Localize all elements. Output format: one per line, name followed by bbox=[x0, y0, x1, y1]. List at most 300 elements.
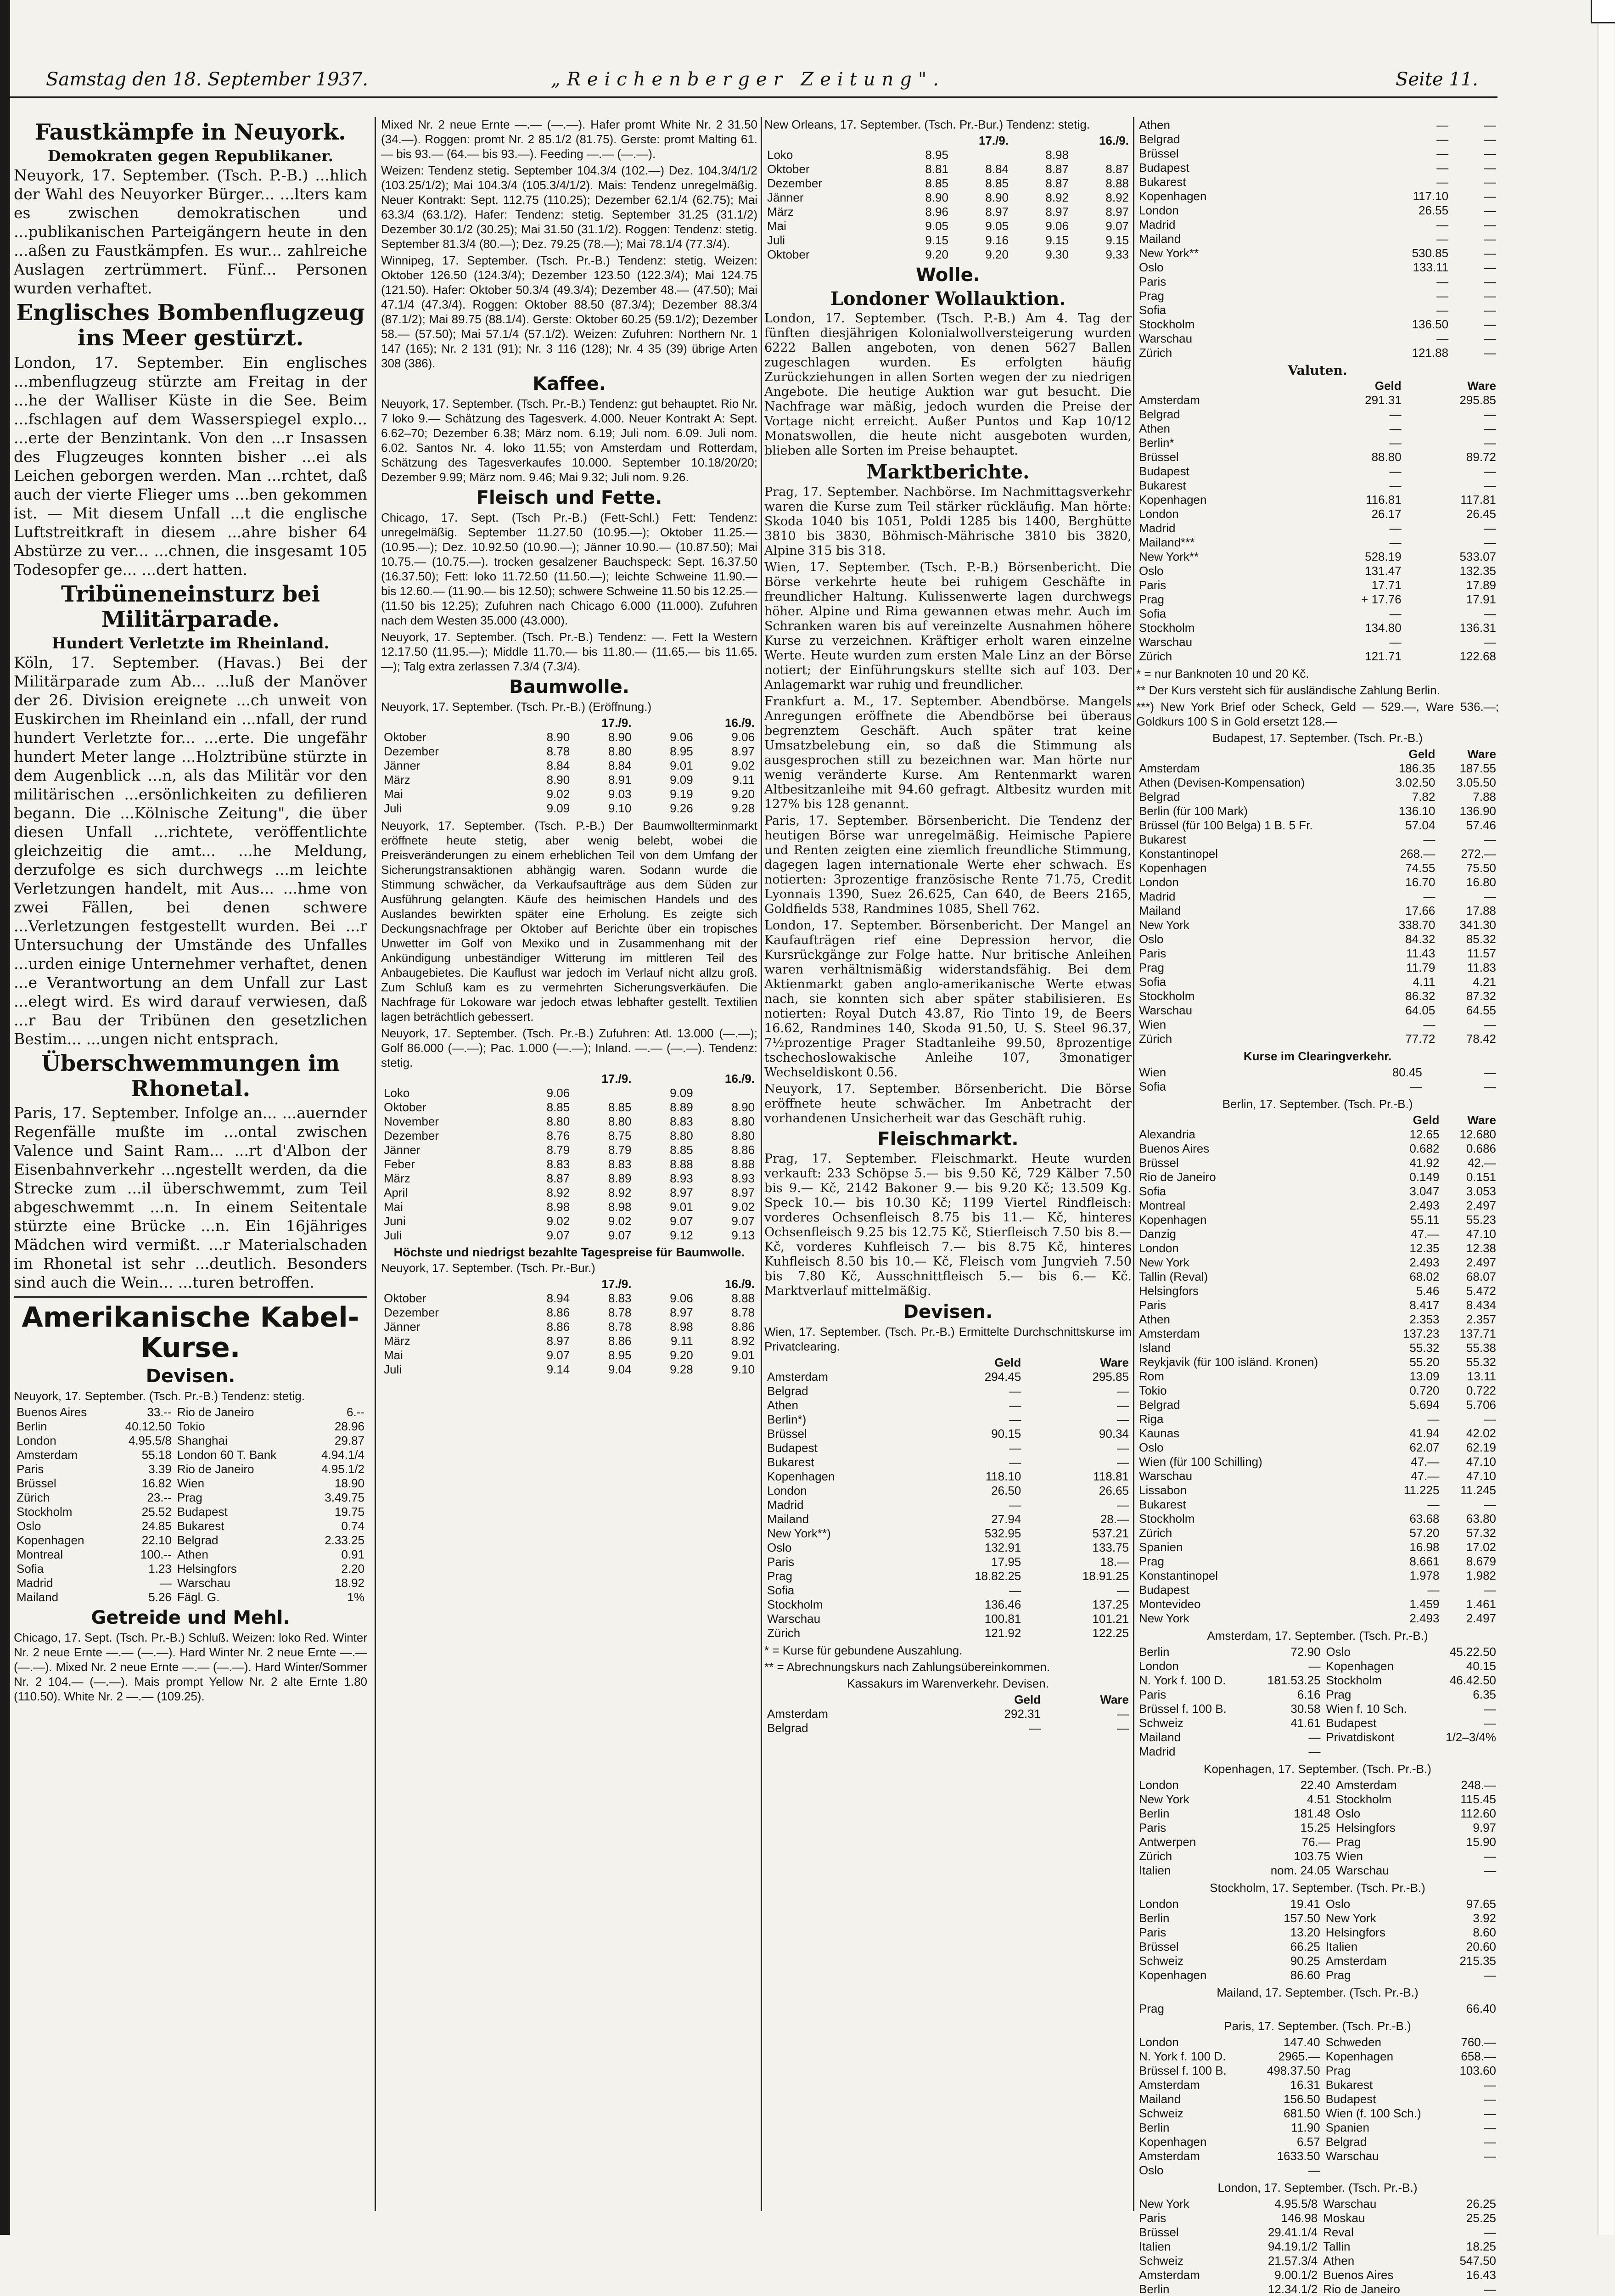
table-cell: 9.07 bbox=[546, 1348, 570, 1362]
table-cell: — bbox=[1117, 1441, 1129, 1455]
table-cell: 8.85 bbox=[670, 1143, 693, 1157]
table-cell: 2.493 bbox=[1409, 1611, 1440, 1625]
table-cell: 26.25 bbox=[1466, 2197, 1496, 2211]
table-cell: 9.06 bbox=[546, 1086, 570, 1100]
table-row bbox=[764, 1498, 1132, 1512]
report-header: Berlin, 17. September. (Tsch. Pr.-B.) bbox=[1222, 1097, 1413, 1111]
table-cell: Oslo bbox=[1139, 564, 1164, 578]
table-cell: London bbox=[1139, 1659, 1179, 1673]
table-row bbox=[1136, 450, 1499, 464]
table-cell: 28.— bbox=[1100, 1512, 1129, 1526]
table-cell: 8.90 bbox=[925, 191, 949, 204]
table-cell: Madrid bbox=[1139, 521, 1176, 535]
table-cell: Helsingfors bbox=[1335, 1821, 1396, 1835]
rates-table bbox=[1136, 1113, 1499, 1626]
table-row bbox=[1136, 1863, 1499, 1878]
table-cell: 3.053 bbox=[1466, 1184, 1496, 1198]
table-cell: 133.11 bbox=[1413, 260, 1449, 274]
table-row bbox=[1136, 946, 1499, 961]
table-row bbox=[764, 191, 1132, 205]
header-rule bbox=[10, 96, 1497, 98]
col-header: Geld bbox=[1408, 747, 1436, 761]
table-row bbox=[381, 744, 757, 759]
table-row bbox=[1136, 1806, 1499, 1821]
table-row bbox=[1136, 1968, 1499, 1982]
table-cell: 8.95 bbox=[670, 744, 693, 758]
table-row bbox=[1136, 1745, 1499, 1759]
table-cell: März bbox=[384, 1171, 410, 1185]
table-cell: Brüssel bbox=[767, 1427, 807, 1441]
table-cell: 8.80 bbox=[546, 1114, 570, 1128]
table-cell: Oslo bbox=[1139, 1441, 1164, 1454]
scan-right-edge bbox=[1598, 0, 1614, 2235]
col-header: Ware bbox=[1100, 1356, 1129, 1370]
table-cell: Bukarest bbox=[1325, 2078, 1373, 2092]
table-cell: 9.28 bbox=[670, 1362, 693, 1376]
table-cell: 1.982 bbox=[1466, 1569, 1496, 1582]
table-cell: — bbox=[1436, 303, 1449, 317]
table-cell: 8.78 bbox=[546, 744, 570, 758]
table-cell: N. York f. 100 D. bbox=[1139, 1673, 1226, 1687]
table-cell: 90.15 bbox=[991, 1427, 1021, 1441]
table-row bbox=[1136, 303, 1499, 317]
report-body: Winnipeg, 17. September. (Tsch. Pr.-B.) Tendenz: stetig. Weizen: Oktober 126.50 (124.3/4); Dezember 123.50 (122.3/4); Mai 124.75 (121.50). Hafer: Oktober 50.3/4 (49.3/4); Dezember 48.— (47.50); Mai 47.1/4 (47.3/4). Roggen: Oktober 88.50 (87.3/4); Dezember 88.3/4 (87.1/2); Mai 89.75 (88.1/4). Gerste: Oktober 60.25 (59.1/2); Dezember 58.— (57.50); Mai 57.1/4 (57.1/2). Weizen: Zufuhren: Northern Nr. 1 147 (165); Nr. 2 131 (91); Nr. 3 116 (128); Nr. 4 35 (39) übrige Arten 308 (386). bbox=[381, 253, 757, 370]
table-cell: Paris bbox=[1139, 1925, 1166, 1939]
table-cell: 122.68 bbox=[1459, 649, 1496, 663]
table-row bbox=[1136, 246, 1499, 260]
table-cell: 11.90 bbox=[1291, 2121, 1320, 2134]
table-cell: Oslo bbox=[17, 1519, 41, 1533]
table-row bbox=[1136, 464, 1499, 478]
table-row bbox=[1136, 1778, 1499, 1792]
table-cell: 1.461 bbox=[1466, 1597, 1496, 1611]
section-title: Devisen. bbox=[903, 1301, 993, 1323]
table-cell: — bbox=[1484, 607, 1496, 620]
table-row bbox=[764, 1526, 1132, 1541]
table-cell: — bbox=[1484, 1412, 1496, 1426]
table-cell: 9.20 bbox=[670, 1348, 693, 1362]
article-title: Englisches Bombenflugzeug ins Meer gestürzt. bbox=[16, 300, 365, 351]
table-cell: 8.97 bbox=[731, 744, 755, 758]
table-cell: 8.86 bbox=[546, 1306, 570, 1319]
table-cell: 1633.50 bbox=[1277, 2149, 1320, 2163]
table-cell: Mailand bbox=[1139, 1730, 1181, 1744]
table-title: Kassakurs im Warenverkehr. Devisen. bbox=[847, 1677, 1049, 1691]
table-cell: 19.75 bbox=[334, 1505, 364, 1519]
table-row bbox=[1136, 776, 1499, 790]
table-cell: 9.11 bbox=[732, 773, 755, 787]
table-row bbox=[14, 1405, 367, 1419]
table-row bbox=[764, 1541, 1132, 1555]
table-cell: Brüssel bbox=[1139, 146, 1179, 160]
table-cell: N. York f. 100 D. bbox=[1139, 2049, 1226, 2063]
table-row bbox=[381, 1186, 757, 1200]
table-cell: 103.60 bbox=[1459, 2064, 1496, 2077]
table-row bbox=[1136, 804, 1499, 818]
report-header: Wien, 17. September. (Tsch. Pr.-B.) Ermittelte Durchschnittskurse im Privatclearing. bbox=[764, 1325, 1132, 1354]
table-cell: Kopenhagen bbox=[1139, 2135, 1207, 2149]
table-cell: 9.07 bbox=[546, 1228, 570, 1242]
table-cell: Amsterdam bbox=[1335, 1778, 1397, 1792]
table-cell: 530.85 bbox=[1412, 246, 1449, 260]
table-cell: 18.90 bbox=[334, 1476, 364, 1491]
table-row bbox=[1136, 260, 1499, 275]
table-row bbox=[1136, 161, 1499, 175]
table-cell: 9.03 bbox=[608, 787, 632, 801]
table-cell: Belgrad bbox=[1139, 407, 1180, 421]
table-row bbox=[1136, 989, 1499, 1003]
report-body: Chicago, 17. Sept. (Tsch Pr.-B.) (Fett-Schl.) Fett: Tendenz: unregelmäßig. September 11.27.50 (10.95.—); Oktober 11.25.— (10.95.—); Dez. 10.92.50 (10.90.—); Jänner 10.90.— (10.87.50); Mai 10.75.— (10.75.—). trocken gesalzener Bauchspeck: Sept. 16.37.50 (16.37.50); Fett: loko 11.72.50 (11.50.—); leichte Schweine 11.90.— bis 12.60.— (11.90.— bis 12.50); schwere Schweine 11.50 bis 12.25.— (11.50 bis 12.25); Zufuhren nach Chicago 6.000 (11.000). Zufuhren nach dem Westen 35.000 (43.000). bbox=[381, 511, 757, 627]
report-body: Wien, 17. September. (Tsch. P.-B.) Börsenbericht. Die Börse verkehrte heute bei ruhigem Geschäfte in freundlicher Haltung. Kulissenwerte lagen durchwegs höher. Alpine und Rima gewannen etwas mehr. Auch im Schranken waren bis auf vereinzelte Ausnahmen höhere Kurse zu verzeichnen. Kräftiger erholt waren einzelne Werte. Heute wurden zum ersten Male Linz an der Börse notiert; der Einführungskurs stellte sich auf 103. Der Anlagemarkt war ruhig und freundlicher. bbox=[764, 560, 1132, 692]
header-newspaper-name: „Reichenberger Zeitung". bbox=[551, 69, 945, 90]
table-cell: Brüssel f. 100 B. bbox=[1139, 1702, 1227, 1716]
table-row bbox=[1136, 493, 1499, 507]
table-row bbox=[1136, 422, 1499, 436]
table-cell: — bbox=[1484, 2225, 1496, 2239]
article-body: London, 17. September. Ein englisches ...mbenflugzeug stürzte am Freitag in der ...he der Walliser Küste in die See. Beim ...fschlagen auf dem Wasserspiegel explo... ...erte der Benzintank. Von den ...r Insassen des Flugzeuges konnten bisher ...ei als Leichen geborgen werden. Man ...rchtet, daß auch der vierte Flieger ums ...ben gekommen ist. — Mit diesem Unfall ...t die englische Luftstreitkraft in diesem ...ahre bisher 64 Abstürze zu ver... ...chnen, die insgesamt 105 Todesopfer ge... ...dert hatten. bbox=[14, 353, 367, 579]
table-cell: Oktober bbox=[384, 1291, 426, 1305]
table-cell: — bbox=[1484, 332, 1496, 345]
table-cell: 17.95 bbox=[991, 1555, 1021, 1569]
table-cell: — bbox=[1484, 2149, 1496, 2163]
table-cell: 8.87 bbox=[1045, 162, 1069, 176]
table-cell: 0.149 bbox=[1409, 1170, 1440, 1184]
table-row bbox=[1136, 2211, 1499, 2225]
rates-table bbox=[1136, 2035, 1499, 2178]
table-row bbox=[764, 1707, 1132, 1721]
table-cell: — bbox=[1117, 1412, 1129, 1427]
table-row bbox=[1136, 2002, 1499, 2016]
table-cell: 658.— bbox=[1461, 2049, 1496, 2063]
rates-table bbox=[1136, 747, 1499, 1046]
table-row bbox=[1136, 521, 1499, 535]
table-cell: 16.80 bbox=[1466, 875, 1496, 889]
table-cell: Konstantinopel bbox=[1139, 1569, 1218, 1582]
table-cell: Dezember bbox=[384, 1129, 439, 1142]
table-cell: 8.93 bbox=[670, 1171, 693, 1185]
table-cell: — bbox=[1484, 464, 1496, 478]
table-cell: 8.97 bbox=[546, 1334, 570, 1348]
table-cell: Shanghai bbox=[177, 1434, 228, 1448]
table-cell: — bbox=[1117, 1721, 1129, 1735]
table-cell: 2.497 bbox=[1466, 1199, 1496, 1212]
table-cell: 8.95 bbox=[925, 148, 949, 162]
table-cell: 74.55 bbox=[1405, 861, 1436, 875]
table-cell: London bbox=[767, 1484, 807, 1498]
cotton-table bbox=[381, 716, 757, 816]
table-cell: Berlin bbox=[1139, 2121, 1170, 2134]
table-cell: — bbox=[1436, 132, 1449, 146]
table-cell: — bbox=[1484, 478, 1496, 492]
table-cell: — bbox=[1484, 422, 1496, 435]
table-row bbox=[1136, 1412, 1499, 1426]
table-cell: — bbox=[1484, 521, 1496, 535]
table-cell: London bbox=[1139, 2035, 1179, 2049]
table-cell: 112.60 bbox=[1460, 1806, 1496, 1820]
table-cell: — bbox=[1389, 422, 1402, 435]
table-row bbox=[1136, 1483, 1499, 1497]
table-cell: 55.20 bbox=[1409, 1355, 1440, 1369]
table-row bbox=[1136, 1032, 1499, 1046]
table-cell: — bbox=[1117, 1498, 1129, 1512]
table-cell: Paris bbox=[1139, 275, 1166, 288]
table-cell: Madrid bbox=[1139, 889, 1176, 903]
table-cell: Oslo bbox=[1335, 1806, 1361, 1820]
table-row bbox=[1136, 346, 1499, 360]
table-cell: — bbox=[1436, 232, 1449, 246]
report-header: Neuyork, 17. September. (Tsch. Pr.-B.) Tendenz: stetig. bbox=[14, 1389, 305, 1403]
table-cell: 18.82.25 bbox=[975, 1569, 1021, 1583]
section-title: Fleischmarkt. bbox=[877, 1129, 1019, 1150]
report-body: London, 17. September. (Tsch. P.-B.) Am 4. Tag der fünften diesjährigen Kolonialwollversteigerung wurden 6222 Ballen angeboten, von denen 5627 Ballen zugeschlagen wurden. Es erfolgten häufig Zurückziehungen in allen Sorten wegen der zu niedrigen Angebote. Die heutige Auktion war gut besucht. Die Nachfrage war mäßig, jedoch wurden die Preise der Vortage nicht erreicht. Außer Puntos und Kap 10/12 Monatswollen, die heute nicht ausgeboten wurden, blieben alle Sorten im Preise behauptet. bbox=[764, 311, 1132, 458]
table-cell: 29.41.1/4 bbox=[1267, 2225, 1318, 2239]
table-cell: — bbox=[1389, 464, 1402, 478]
table-cell: 8.92 bbox=[608, 1186, 632, 1199]
section-title: Fleisch und Fette. bbox=[476, 487, 662, 508]
table-cell: Warschau bbox=[1139, 1003, 1193, 1017]
report-body: Frankfurt a. M., 17. September. Abendbörse. Mangels Anregungen eröffnete die Abendbörse bei überaus begrenztem Geschäft. Auch später trat keine Umsatzbelebung ein, so daß die Stimmung als ausgesprochen still zu bezeichnen war. Man hörte nur wenig veränderte Kurse. Am Rentenmarkt waren Altbesitzanleihe mit 94.60 gefragt. Altbesitz wurden mit 127% bis 128 genannt. bbox=[764, 694, 1132, 812]
article-subtitle: Hundert Verletzte im Rheinland. bbox=[52, 634, 329, 652]
table-cell: Bukarest bbox=[767, 1455, 814, 1469]
table-cell: Bukarest bbox=[1139, 1497, 1186, 1511]
table-row bbox=[381, 1291, 757, 1306]
table-cell: Belgrad bbox=[1325, 2135, 1367, 2149]
table-cell: Belgrad bbox=[177, 1533, 219, 1548]
table-cell: 8.97 bbox=[985, 205, 1009, 219]
report-body: London, 17. September. Börsenbericht. Der Mangel an Kaufaufträgen rief eine Depression hervor, die Kursrückgänge zur Folge hatte. Nur britische Anleihen waren verhältnismäßig widerstandsfähig. Bei dem Aktienmarkt gaben anglo-amerikanische Werte etwas nach, sie konnten sich aber später stabilisieren. Es notierten: Royal Dutch 43.87, Rio Tinto 19, de Beers 16.62, Randmines 140, Skoda 91.50, U. S. Steel 96.37, 7½prozentige Prager Stadtanleihe 99.50, 8prozentige tschechoslowakische Anleihe 107, 3monatiger Wechseldiskont 0.56. bbox=[764, 918, 1132, 1080]
table-cell: 41.94 bbox=[1409, 1426, 1440, 1440]
table-cell: Montreal bbox=[17, 1548, 63, 1562]
table-cell: 8.78 bbox=[608, 1320, 632, 1334]
table-cell: 8.75 bbox=[608, 1129, 632, 1142]
table-cell: 9.02 bbox=[731, 1200, 755, 1214]
table-cell: Zürich bbox=[1139, 1849, 1172, 1863]
table-cell: 11.43 bbox=[1406, 946, 1436, 960]
table-row bbox=[381, 1228, 757, 1243]
table-cell: 26.65 bbox=[1099, 1484, 1129, 1498]
table-cell: 18.25 bbox=[1466, 2240, 1496, 2253]
table-cell bbox=[1071, 148, 1132, 162]
table-row bbox=[1136, 1659, 1499, 1673]
table-cell: 8.97 bbox=[731, 1186, 755, 1199]
table-cell: 9.15 bbox=[1105, 233, 1129, 247]
table-title: Valuten. bbox=[1288, 363, 1347, 378]
table-cell: Helsingfors bbox=[1139, 1284, 1199, 1298]
table-row bbox=[1136, 2163, 1499, 2178]
table-cell: 18.— bbox=[1100, 1555, 1129, 1569]
report-header: Stockholm, 17. September. (Tsch. Pr.-B.) bbox=[1210, 1881, 1425, 1895]
table-cell: Oktober bbox=[384, 1100, 426, 1114]
table-cell: 3.39 bbox=[148, 1462, 172, 1476]
table-cell: 8.80 bbox=[670, 1129, 693, 1142]
table-cell: März bbox=[384, 1334, 410, 1348]
table-cell: — bbox=[1009, 1441, 1021, 1455]
table-cell: Privatdiskont bbox=[1326, 1730, 1395, 1744]
table-cell: — bbox=[1484, 289, 1496, 303]
table-cell: 78.42 bbox=[1466, 1032, 1496, 1046]
table-cell: 77.72 bbox=[1405, 1032, 1436, 1046]
table-cell: 8.78 bbox=[608, 1306, 632, 1319]
table-row bbox=[1136, 1384, 1499, 1398]
table-cell: Belgrad bbox=[1139, 1398, 1180, 1412]
table-cell: 9.16 bbox=[985, 233, 1009, 247]
table-cell: Budapest bbox=[1325, 2092, 1376, 2106]
table-row bbox=[14, 1533, 367, 1548]
table-row bbox=[1136, 1327, 1499, 1341]
table-cell: — bbox=[1484, 535, 1496, 549]
table-cell: 68.07 bbox=[1466, 1270, 1496, 1283]
table-cell: 8.87 bbox=[1045, 176, 1069, 190]
column-rule bbox=[1133, 117, 1134, 2211]
table-cell: 13.09 bbox=[1409, 1369, 1440, 1383]
table-cell: Warschau bbox=[1139, 1469, 1193, 1483]
table-cell: Berlin bbox=[1139, 1645, 1170, 1659]
table-cell: 2.497 bbox=[1466, 1611, 1496, 1625]
report-header: Budapest, 17. September. (Tsch. Pr.-B.) bbox=[1212, 731, 1423, 745]
table-row bbox=[1136, 1583, 1499, 1597]
table-cell: 75.50 bbox=[1466, 861, 1496, 875]
table-cell: 9.06 bbox=[670, 730, 693, 744]
table-row bbox=[1136, 1792, 1499, 1806]
table-cell: 5.26 bbox=[148, 1590, 172, 1604]
table-row bbox=[1136, 2092, 1499, 2106]
table-cell: — bbox=[1009, 1412, 1021, 1427]
table-cell: Alexandria bbox=[1139, 1127, 1195, 1141]
page-header bbox=[46, 69, 1478, 96]
table-row bbox=[1136, 1821, 1499, 1835]
table-row bbox=[1136, 761, 1499, 776]
table-row bbox=[14, 1519, 367, 1533]
table-row bbox=[1136, 218, 1499, 232]
table-cell: 533.07 bbox=[1459, 550, 1496, 563]
table-row bbox=[1136, 1673, 1499, 1688]
table-cell: — bbox=[1484, 1716, 1496, 1730]
table-cell: 42.02 bbox=[1466, 1426, 1496, 1440]
table-cell: Mailand bbox=[1139, 2092, 1181, 2106]
table-cell: Prag bbox=[177, 1491, 202, 1505]
table-row bbox=[764, 248, 1132, 262]
table-cell: 89.72 bbox=[1466, 450, 1496, 464]
table-cell: — bbox=[1389, 407, 1402, 421]
table-cell: 9.26 bbox=[670, 801, 693, 815]
table-cell: 294.45 bbox=[984, 1370, 1021, 1384]
table-cell: — bbox=[1484, 889, 1496, 903]
table-cell: 146.98 bbox=[1281, 2211, 1318, 2225]
table-cell: 103.75 bbox=[1294, 1849, 1330, 1863]
table-cell: Stockholm bbox=[1139, 317, 1195, 331]
rates-table bbox=[1136, 118, 1499, 360]
table-cell: — bbox=[1117, 1707, 1129, 1721]
section-title: Baumwolle. bbox=[509, 676, 629, 698]
table-cell: Juni bbox=[384, 1214, 406, 1228]
table-cell: Warschau bbox=[1139, 635, 1193, 649]
table-cell: Amsterdam bbox=[1139, 2149, 1200, 2163]
table-cell: New York bbox=[1139, 1611, 1189, 1625]
report-header: New Orleans, 17. September. (Tsch. Pr.-Bur.) Tendenz: stetig. bbox=[764, 118, 1090, 131]
table-cell: — bbox=[1484, 2092, 1496, 2106]
table-cell: — bbox=[1484, 232, 1496, 246]
table-row bbox=[381, 759, 757, 773]
table-cell: Dezember bbox=[384, 1306, 439, 1319]
table-cell: Wien f. 10 Sch. bbox=[1326, 1702, 1407, 1716]
table-cell: — bbox=[1029, 1721, 1041, 1735]
table-title: Höchste und niedrigst bezahlte Tagespreise für Baumwolle. bbox=[393, 1245, 745, 1259]
table-cell: Dezember bbox=[767, 176, 822, 190]
table-cell: Amsterdam bbox=[17, 1448, 78, 1462]
table-cell: 2.20 bbox=[341, 1562, 364, 1576]
table-cell: Konstantinopel bbox=[1139, 847, 1218, 861]
table-cell: 40.12.50 bbox=[125, 1419, 172, 1434]
col-header: Ware bbox=[1467, 747, 1496, 761]
table-row bbox=[1136, 578, 1499, 592]
table-cell: — bbox=[1484, 1863, 1496, 1877]
table-note: ** Der Kurs versteht sich für ausländische Zahlung Berlin. bbox=[1136, 683, 1440, 697]
table-cell: — bbox=[1484, 118, 1496, 132]
table-cell: Rio de Janeiro bbox=[1323, 2282, 1400, 2296]
table-row bbox=[764, 1412, 1132, 1427]
table-row bbox=[1136, 592, 1499, 607]
table-cell: 8.98 bbox=[670, 1320, 693, 1334]
table-cell: 8.80 bbox=[608, 744, 632, 758]
table-cell: — bbox=[1484, 146, 1496, 160]
table-row bbox=[764, 205, 1132, 219]
table-row bbox=[381, 1114, 757, 1129]
table-cell: Jänner bbox=[384, 1320, 421, 1334]
table-cell: 63.68 bbox=[1409, 1512, 1440, 1525]
table-cell: 8.80 bbox=[608, 1114, 632, 1128]
table-cell: Budapest bbox=[767, 1441, 818, 1455]
table-row bbox=[1136, 1284, 1499, 1298]
table-row bbox=[764, 1569, 1132, 1583]
table-cell: Wien bbox=[1139, 1065, 1166, 1079]
table-cell: 5.472 bbox=[1466, 1284, 1496, 1298]
table-cell: 157.50 bbox=[1284, 1911, 1320, 1925]
table-cell: 18.91.25 bbox=[1082, 1569, 1129, 1583]
table-cell: 80.45 bbox=[1392, 1065, 1422, 1079]
section-title: Marktberichte. bbox=[866, 461, 1030, 483]
table-row bbox=[1136, 1080, 1499, 1094]
table-cell: — bbox=[1389, 521, 1402, 535]
table-cell: 215.35 bbox=[1459, 1954, 1496, 1968]
table-cell: — bbox=[1389, 635, 1402, 649]
table-cell: — bbox=[1484, 635, 1496, 649]
table-row bbox=[1136, 1199, 1499, 1213]
table-cell: — bbox=[1436, 118, 1449, 132]
table-cell: 341.30 bbox=[1459, 918, 1496, 932]
table-cell: Oslo bbox=[1139, 932, 1164, 946]
report-body: Paris, 17. September. Börsenbericht. Die Tendenz der heutigen Börse war unregelmäßig. Heimische Papiere und Renten zeigten eine ziemlich freundliche Stimmung, dagegen lagen internationale Werte eher schwach. Es notierten: 3prozentige französische Rente 71.75, Credit Lyonnais 1390, Suez 26.625, Can 640, de Beers 2165, Goldfields 538, Randmines 1085, Shell 762. bbox=[764, 814, 1132, 917]
table-cell: — bbox=[1009, 1398, 1021, 1412]
table-row bbox=[1136, 818, 1499, 833]
col-header: Geld bbox=[1413, 1113, 1440, 1127]
table-cell: 1/2–3/4% bbox=[1446, 1730, 1496, 1744]
table-cell: Reykjavik (für 100 isländ. Kronen) bbox=[1139, 1355, 1318, 1369]
table-cell: 8.81 bbox=[925, 162, 949, 176]
table-cell: 9.06 bbox=[731, 730, 755, 744]
table-row bbox=[1136, 607, 1499, 621]
table-cell: — bbox=[1484, 1018, 1496, 1031]
col-header: Ware bbox=[1467, 1113, 1496, 1127]
table-cell: Island bbox=[1139, 1341, 1171, 1355]
table-cell: 9.12 bbox=[670, 1228, 693, 1242]
table-cell: — bbox=[1427, 1412, 1440, 1426]
table-row bbox=[764, 176, 1132, 191]
table-cell: 47.— bbox=[1411, 1227, 1440, 1241]
report-header: Neuyork, 17. September. (Tsch. Pr.-B.) (Eröffnung.) bbox=[381, 700, 652, 714]
table-cell bbox=[1447, 2163, 1499, 2178]
table-cell: Berlin bbox=[1139, 1911, 1170, 1925]
table-cell: Prag bbox=[1335, 1835, 1361, 1849]
